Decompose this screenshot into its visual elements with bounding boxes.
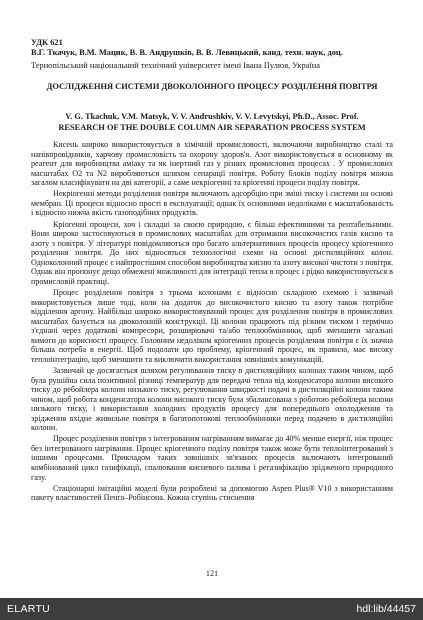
paragraph: Кисень широко використовується в хімічній промисловості, включаючи виробництво сталі та напівпровідників, харчову промисловість та охорону здоров'я. Азот використовується в основному як реагент для виробництва аміаку та як інертний газ у різних промислових процесах . У промислових масштабах O2 та N2 виробляються шляхом сепарації повітря. Роботу блоків поділу повітря можна загалом класифікувати на дві категорії, а саме некріогенні та кріогенні процеси поділу повітря. bbox=[31, 140, 393, 188]
title-ukrainian: ДОСЛІДЖЕННЯ СИСТЕМИ ДВОКОЛОННОГО ПРОЦЕСУ РОЗДІЛЕННЯ ПОВІТРЯ bbox=[46, 82, 378, 91]
paragraph: Процес розділення повітря з інтегрованим нагріванням вимагає до 40% менше енергії, ніж процес без інтегрованого нагрівання. Процес кріогенного поділу повітря також може бути теплоінтегрований з іншими процесами. Прикладом таких зовнішніх зв'язаних процесів включають інтегрований комбінований цикл газифікації, спалювання кисневого палива і регазифікацію зрідженого природного газу. bbox=[31, 434, 393, 482]
repository-name: ELARTU bbox=[7, 603, 51, 615]
authors-english: V. G. Tkachuk, V.M. Matsyk, V. V. Andrushkiv, V. V. Levytskyi, Ph.D., Assoc. Prof. bbox=[65, 112, 359, 121]
paragraph: Процес розділення повітря з трьома колонами є відносно складною схемою і зазвичай використовується лише тоді, коли на додаток до високочистого кисню та азоту також потрібне відділення аргону. Найбільш широко використовуваний процес для розділення повітря в промислових масштабах базується на двоколонній конструкції. Ці колони працюють під різним тиском і термічно з'єднані через додаткові компресори, розширювачі та/або теплообмінники, щоб зменшити загальні вимоги до корисності процесу. Головним недоліком кріогенних процесів розділення повітря є їх значна більша потреба в енергії. Щоб подолати цю проблему, кріогенний процес, як правило, має високу теплоінтеграцію, щоб зменшити та виключити використання зовнішніх комунікацій. bbox=[31, 287, 393, 364]
title-english: RESEARCH OF THE DOUBLE COLUMN AIR SEPARATION PROCESS SYSTEM bbox=[58, 123, 366, 132]
paragraph: Стаціонарні імітаційні моделі були розроблені за допомогою Aspen Plus® V10 з використанням пакету властивостей Пенга–Робінсона. Кожна ступінь стиснення bbox=[31, 483, 393, 503]
paragraph: Кріогенні процеси, хоч і складні за своєю природою, є більш ефективними та рентабельними. Вони широко застосовуються в промислових масштабах для отримання високочистих газів кисню та азоту з повітря. У літературі повідомляються про багато альтернативних процесів процесу кріогенного розділення повітря. До них відносяться технологічні схеми на основі дистиляційних колон. Одноколонний процес є найпростішим способом виробництва кисню та азоту високої чистоти з повітря. Однак він пропонує дещо обмежені можливості для інтеграції тепла в процес і рідко використовується в промисловій практиці. bbox=[31, 219, 393, 286]
page-number: 121 bbox=[205, 569, 219, 578]
authors-ukrainian: В.Г. Ткачук, В.М. Мацик, В. В. Андрушків, В. В. Левицький, канд. техн. наук, доц. bbox=[31, 48, 343, 57]
paragraph: Некріогенні методи розділення повітря включають адсорбцію при зміні тиску і системи на основі мембран. Ці процеси відносно прості в експлуатації; однак їх основними недоліками є масштабованість і відносно нижча якість газоподібних продуктів. bbox=[31, 189, 393, 218]
handle-identifier: hdl:lib/44457 bbox=[356, 603, 416, 615]
paragraph: Зазвичай це досягається шляхом регулювання тиску в дистиляційних колонах таким чином, щоб була рушійна сила позитивної різниці температур для передачі тепла від конденсатора колони високого тиску до ребойлера колони низького тиску, регулювання швидкості подачі в дистиляційні колони таким чином, щоб робота конденсатора колони високого тиску була збалансована з роботою ребойлера колони низького тиску, і використання холодних продуктів процесу для попереднього охолодження та зрідження вхідне живильне повітря в багатопотокові теплообмінники перед подачею в дистиляційні колони. bbox=[31, 365, 393, 433]
affiliation: Тернопільський національний технічний університет імені Івана Пулюя, Україна bbox=[31, 61, 320, 70]
article-body bbox=[31, 140, 393, 504]
udk-code: УДК 621 bbox=[31, 38, 63, 47]
